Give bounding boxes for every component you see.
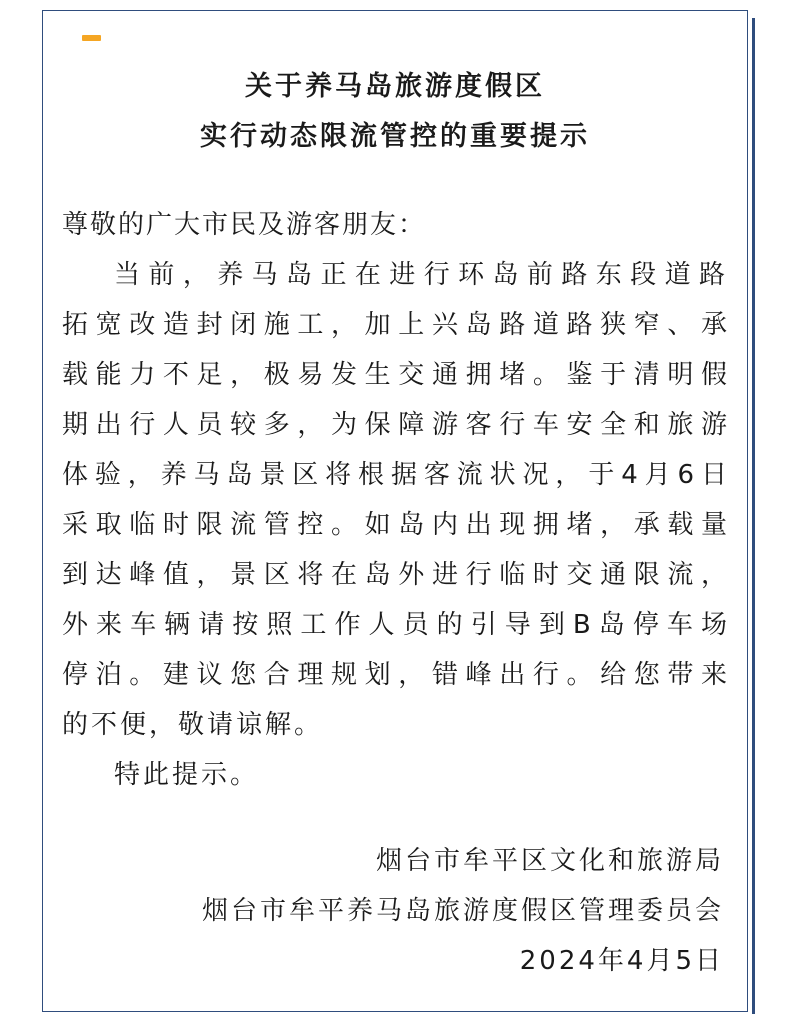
signer-committee: 烟台市牟平养马岛旅游度假区管理委员会 — [201, 896, 724, 926]
signer-bureau: 烟台市牟平区文化和旅游局 — [375, 846, 724, 876]
body-line: 到达峰值，景区将在岛外进行临时交通限流， — [62, 560, 728, 590]
body-last-line: 的不便，敬请谅解。 — [62, 710, 324, 740]
body-line: 拓宽改造封闭施工，加上兴岛路道路狭窄、承 — [62, 310, 728, 340]
notice-title-line-2: 实行动态限流管控的重要提示 — [200, 121, 590, 152]
body-line: 当前，养马岛正在进行环岛前路东段道路 — [114, 260, 726, 290]
notice-date: 2024年4月5日 — [519, 946, 724, 976]
accent-bar — [82, 35, 101, 41]
body-line: 采取临时限流管控。如岛内出现拥堵，承载量 — [62, 510, 728, 540]
notice-title-line-1: 关于养马岛旅游度假区 — [245, 71, 545, 102]
closing-remark: 特此提示。 — [114, 760, 260, 790]
body-line: 体验，养马岛景区将根据客流状况，于4月6日 — [62, 460, 728, 490]
salutation: 尊敬的广大市民及游客朋友： — [62, 210, 427, 240]
body-line: 停泊。建议您合理规划，错峰出行。给您带来 — [62, 660, 728, 690]
body-line: 外来车辆请按照工作人员的引导到B岛停车场 — [62, 610, 728, 640]
frame-shadow — [752, 18, 755, 1014]
body-line: 载能力不足，极易发生交通拥堵。鉴于清明假 — [62, 360, 728, 390]
body-line: 期出行人员较多，为保障游客行车安全和旅游 — [62, 410, 728, 440]
